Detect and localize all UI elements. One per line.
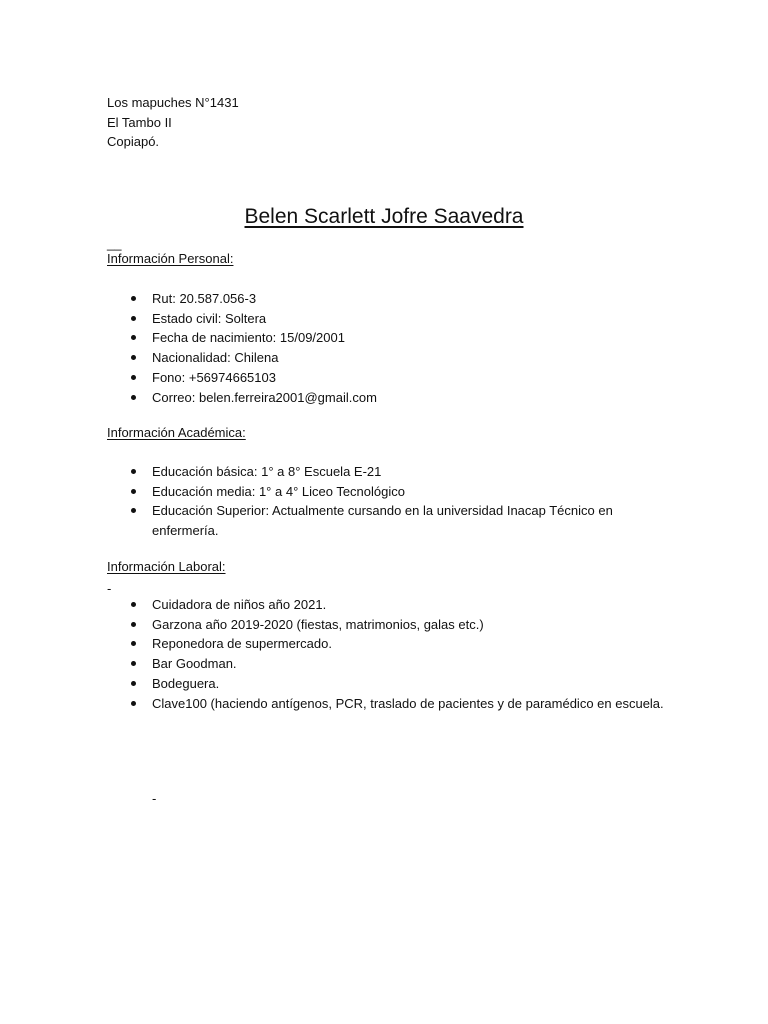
list-item: Cuidadora de niños año 2021. (107, 595, 667, 615)
list-item: Estado civil: Soltera (107, 309, 667, 329)
list-item: Educación media: 1° a 4° Liceo Tecnológico (107, 482, 667, 502)
list-item: Fecha de nacimiento: 15/09/2001 (107, 328, 667, 348)
list-item: Correo: belen.ferreira2001@gmail.com (107, 388, 667, 408)
address-city: Copiapó. (107, 134, 160, 149)
section-title-academica: Información Académica: (107, 425, 246, 440)
list-item: Educación Superior: Actualmente cursando en la universidad Inacap Técnico en enfermería. (107, 501, 667, 540)
list-item: Garzona año 2019-2020 (fiestas, matrimonios, galas etc.) (107, 615, 667, 635)
list-item: Bodeguera. (107, 674, 667, 694)
address-block (107, 93, 239, 152)
section-title-laboral: Información Laboral: (107, 559, 226, 574)
address-street: Los mapuches N°1431 (107, 95, 239, 110)
list-item: Bar Goodman. (107, 654, 667, 674)
list-item: Educación básica: 1° a 8° Escuela E-21 (107, 462, 667, 482)
stray-dash-bottom: - (152, 791, 157, 806)
list-item: Fono: +56974665103 (107, 368, 667, 388)
stray-underscore: __ (107, 236, 122, 251)
candidate-name (0, 203, 768, 231)
list-item: Reponedora de supermercado. (107, 634, 667, 654)
list-item: Rut: 20.587.056-3 (107, 289, 667, 309)
list-item: Clave100 (haciendo antígenos, PCR, traslado de pacientes y de paramédico en escuela. (107, 694, 667, 714)
list-item: Nacionalidad: Chilena (107, 348, 667, 368)
list-personal (107, 289, 667, 407)
list-academica (107, 462, 667, 541)
stray-dash: - (107, 581, 112, 596)
list-laboral (107, 595, 667, 713)
section-title-personal: Información Personal: (107, 251, 234, 266)
candidate-name-text: Belen Scarlett Jofre Saavedra (244, 205, 524, 228)
address-area: El Tambo II (107, 114, 172, 130)
